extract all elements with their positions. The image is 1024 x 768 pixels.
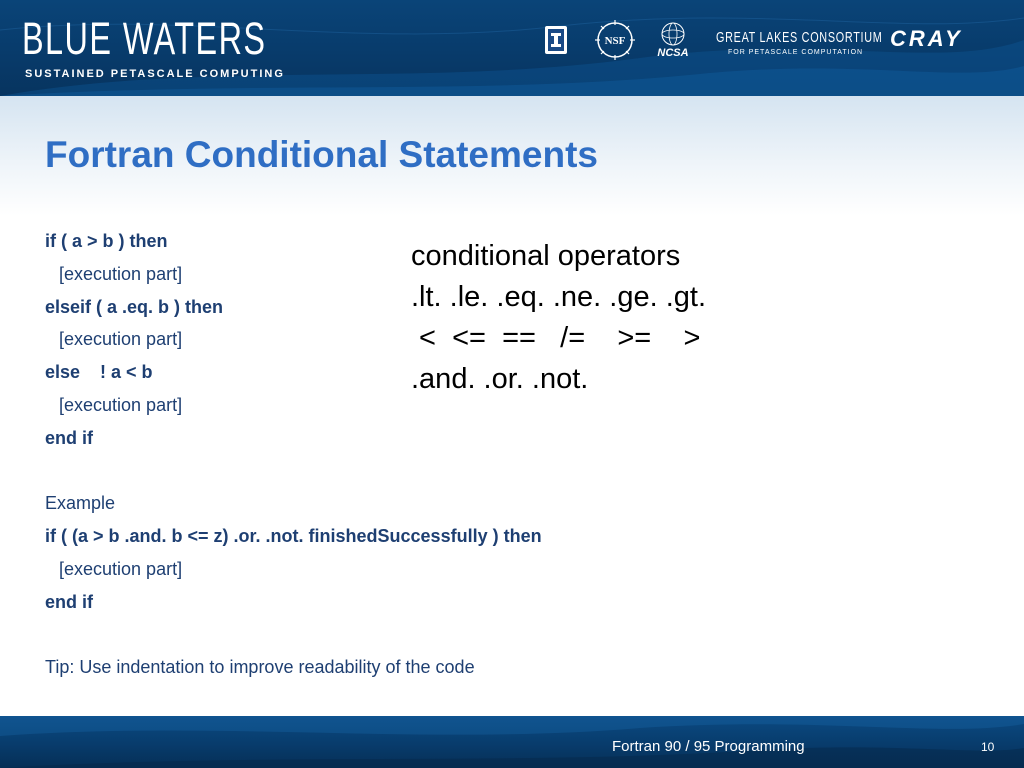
cray-logo xyxy=(890,28,1010,50)
ncsa-logo-text: NCSA xyxy=(657,47,689,59)
slide-line: [execution part] xyxy=(59,394,183,415)
header-banner xyxy=(0,0,1024,96)
operators-dotted: .lt. .le. .eq. .ne. .ge. .gt. xyxy=(411,281,706,313)
brand-title: BLUE WATERS xyxy=(22,13,267,64)
blank-line xyxy=(45,455,705,488)
slide-line: elseif ( a .eq. b ) then xyxy=(45,296,224,317)
slide-title: Fortran Conditional Statements xyxy=(45,134,598,175)
slide-line: [execution part] xyxy=(59,558,183,579)
slide-line: end if xyxy=(45,427,93,448)
slide-line: [execution part] xyxy=(59,263,183,284)
nsf-logo xyxy=(594,19,636,61)
operators-logical: .and. .or. .not. xyxy=(411,363,589,395)
footer-banner xyxy=(0,716,1024,768)
nsf-logo-text: NSF xyxy=(604,35,626,47)
slide-line: end if xyxy=(45,591,93,612)
slide-line: if ( a > b ) then xyxy=(45,231,168,251)
great-lakes-consortium-name: GREAT LAKES CONSORTIUM xyxy=(716,29,883,46)
slide-line: if ( (a > b .and. b <= z) .or. .not. finishedSuccessfully ) then xyxy=(45,526,542,547)
cray-logo-text: CRAY xyxy=(890,28,963,50)
operators-heading: conditional operators xyxy=(411,240,681,272)
great-lakes-consortium-tagline: FOR PETASCALE COMPUTATION xyxy=(728,49,864,56)
blank-line xyxy=(45,619,705,652)
slide-line: [execution part] xyxy=(59,329,183,350)
operators-symbols: < <= == /= >= > xyxy=(411,322,701,354)
page-number: 10 xyxy=(981,740,995,754)
illinois-logo xyxy=(545,26,567,54)
slide-line: Tip: Use indentation to improve readability of the code xyxy=(45,657,475,678)
ncsa-logo xyxy=(652,20,694,60)
brand-subtitle: SUSTAINED PETASCALE COMPUTING xyxy=(25,68,285,80)
footer-title: Fortran 90 / 95 Programming xyxy=(612,738,805,755)
slide-line: else ! a < b xyxy=(45,362,153,383)
slide-line: Example xyxy=(45,493,116,514)
footer-wave-decoration xyxy=(0,716,1024,768)
conditional-operators-block xyxy=(411,236,791,400)
great-lakes-consortium-logo xyxy=(716,29,883,60)
